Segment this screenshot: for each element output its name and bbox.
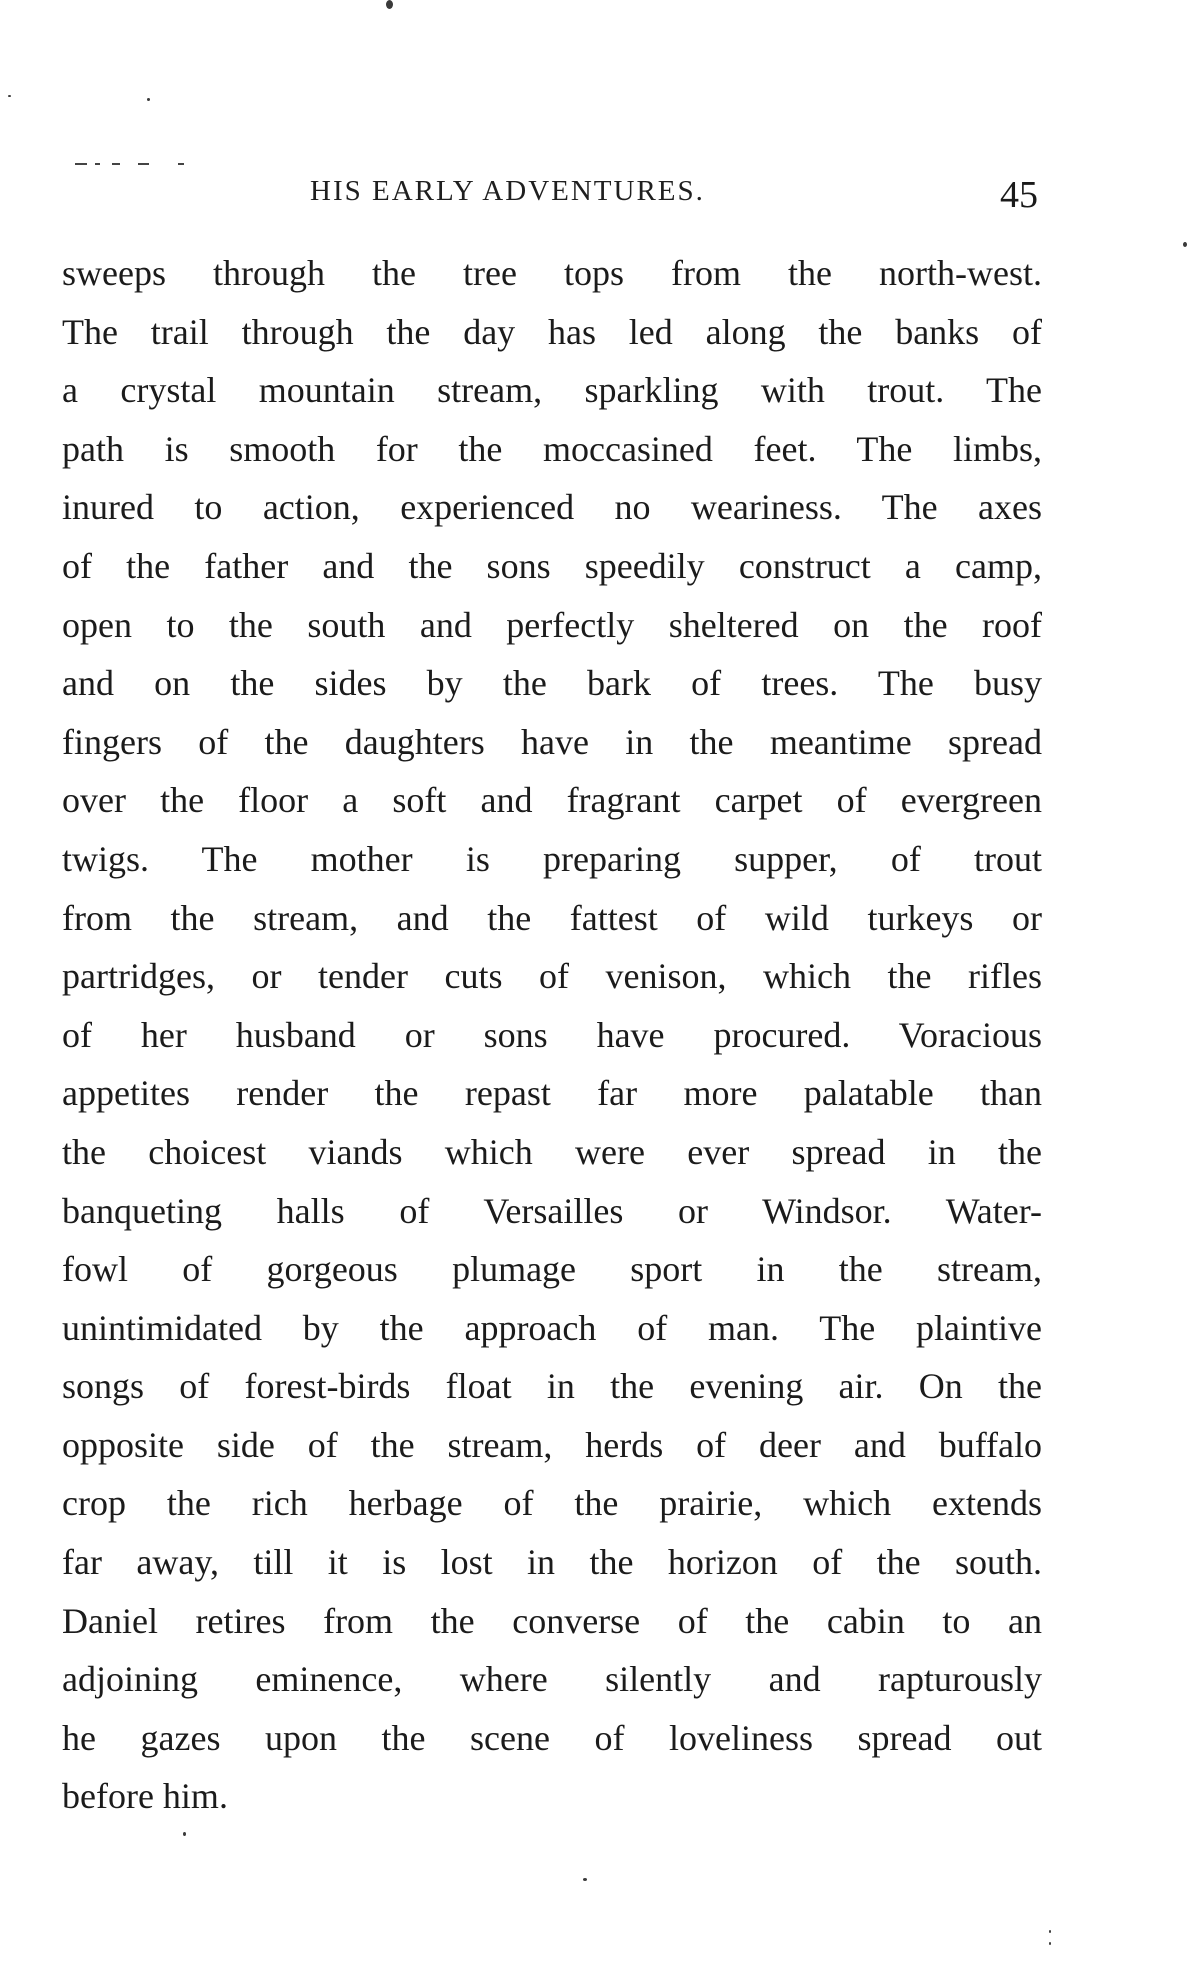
running-head: HIS EARLY ADVENTURES.: [310, 175, 705, 207]
scan-mark: [112, 163, 120, 165]
text-line: open to the south and perfectly sheltered on the roof: [62, 604, 1042, 645]
text-line: opposite side of the stream, herds of deer and buffalo: [62, 1424, 1042, 1465]
text-line: the choicest viands which were ever spread in the: [62, 1131, 1042, 1172]
text-line: unintimidated by the approach of man. The plaintive: [62, 1307, 1042, 1348]
body-text: [62, 244, 1042, 1826]
text-line: he gazes upon the scene of loveliness spread out: [62, 1717, 1042, 1758]
scan-speck: [1049, 1942, 1051, 1945]
text-line: twigs. The mother is preparing supper, of trout: [62, 838, 1042, 879]
scan-mark: [178, 163, 184, 165]
scan-mark: [95, 163, 100, 165]
text-line: fingers of the daughters have in the meantime spread: [62, 721, 1042, 762]
text-line: of her husband or sons have procured. Voracious: [62, 1014, 1042, 1055]
scan-speck: [1183, 242, 1187, 247]
text-line: over the floor a soft and fragrant carpet of evergreen: [62, 780, 1042, 821]
text-line: songs of forest-birds float in the evening air. On the: [62, 1366, 1042, 1407]
text-line: sweeps through the tree tops from the north-west.: [62, 253, 1042, 293]
scan-speck: [147, 98, 150, 101]
text-line: inured to action, experienced no weariness. The axes: [62, 487, 1042, 528]
text-line: before him.: [62, 1776, 228, 1817]
text-line: adjoining eminence, where silently and rapturously: [62, 1659, 1042, 1700]
scan-speck: [1049, 1930, 1051, 1933]
page-number: 45: [1000, 174, 1038, 216]
text-line: appetites render the repast far more palatable than: [62, 1073, 1042, 1114]
scan-speck: [8, 95, 11, 97]
text-line: crop the rich herbage of the prairie, which extends: [62, 1483, 1042, 1524]
scan-speck: [583, 1878, 587, 1881]
scan-mark: [75, 163, 87, 165]
text-line: from the stream, and the fattest of wild turkeys or: [62, 897, 1042, 938]
scan-speck: [183, 1832, 186, 1836]
text-line: far away, till it is lost in the horizon of the south.: [62, 1542, 1042, 1583]
text-line: fowl of gorgeous plumage sport in the stream,: [62, 1249, 1042, 1290]
scan-speck: [386, 0, 393, 9]
page-header: [0, 175, 1192, 225]
text-line: a crystal mountain stream, sparkling with trout. The: [62, 370, 1042, 411]
scan-mark: [138, 163, 149, 165]
text-line: and on the sides by the bark of trees. The busy: [62, 663, 1042, 704]
text-line: The trail through the day has led along the banks of: [62, 311, 1042, 352]
text-line: path is smooth for the moccasined feet. The limbs,: [62, 428, 1042, 469]
text-line: Daniel retires from the converse of the cabin to an: [62, 1600, 1042, 1641]
text-line: banqueting halls of Versailles or Windsor. Water-: [62, 1190, 1042, 1231]
text-line: of the father and the sons speedily construct a camp,: [62, 545, 1042, 586]
text-line: partridges, or tender cuts of venison, which the rifles: [62, 956, 1042, 997]
